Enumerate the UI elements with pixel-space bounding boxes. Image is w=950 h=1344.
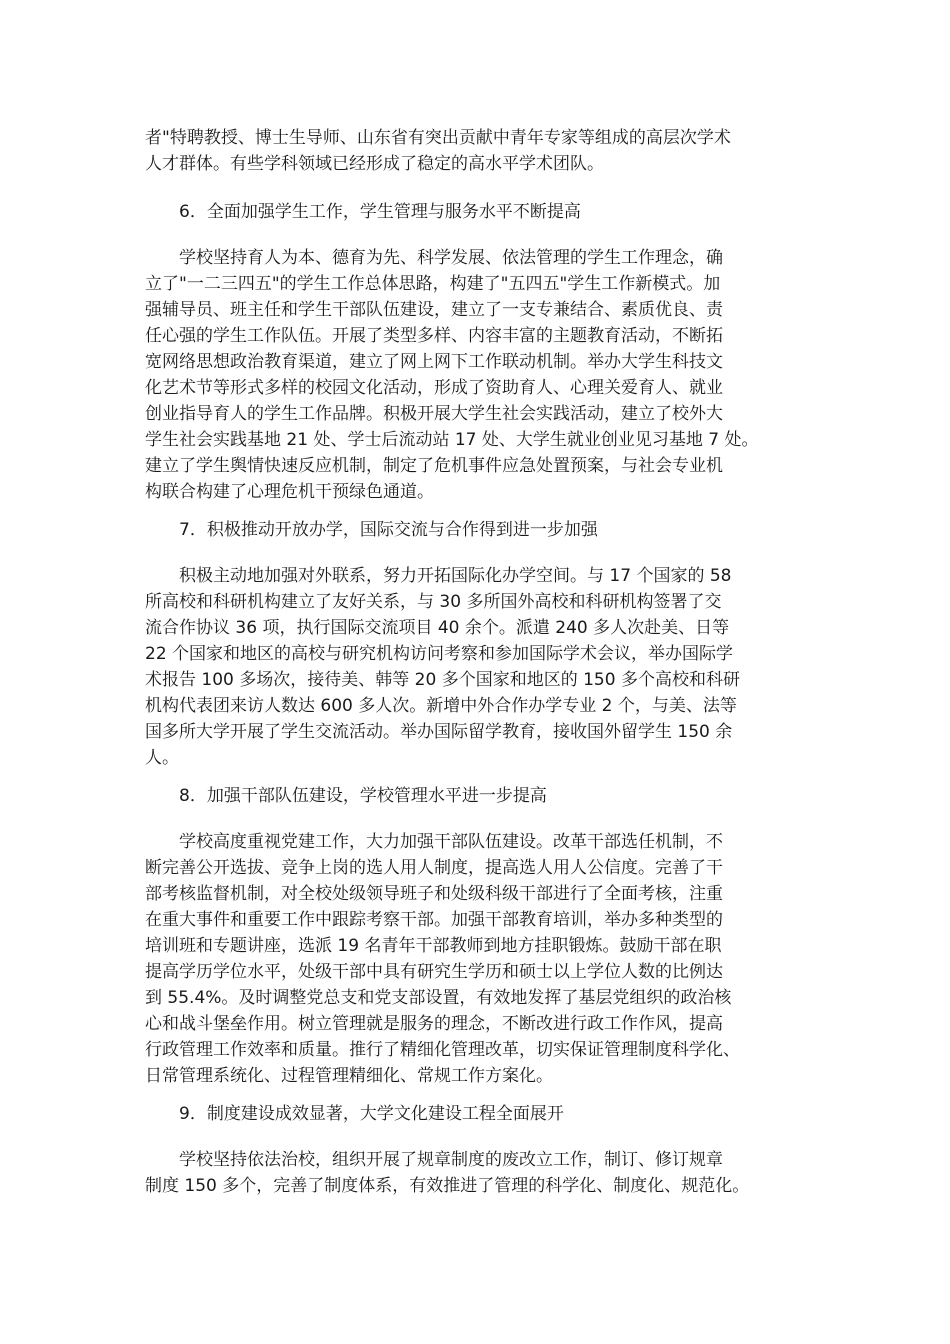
paragraph-line: 任心强的学生工作队伍。开展了类型多样、内容丰富的主题教育活动，不断拓 [145, 326, 723, 346]
paragraph-line: 制度 150 多个，完善了制度体系，有效推进了管理的科学化、制度化、规范化。 [145, 1176, 750, 1196]
paragraph-line: 行政管理工作效率和质量。推行了精细化管理改革，切实保证管理制度科学化、 [145, 1040, 740, 1060]
paragraph-line: 国多所大学开展了学生交流活动。举办国际留学教育，接收国外留学生 150 余 [145, 722, 733, 742]
paragraph-line: 日常管理系统化、过程管理精细化、常规工作方案化。 [145, 1066, 553, 1086]
paragraph-line: 宽网络思想政治教育渠道，建立了网上网下工作联动机制。举办大学生科技文 [145, 352, 723, 372]
section-6-paragraph [145, 245, 825, 505]
paragraph-line: 学校坚持育人为本、德育为先、科学发展、依法管理的学生工作理念，确 [179, 248, 723, 268]
section-9-heading: 9．制度建设成效显著，大学文化建设工程全面展开 [179, 1104, 564, 1124]
paragraph-line: 立了"一二三四五"的学生工作总体思路，构建了"五四五"学生工作新模式。加 [145, 274, 721, 294]
paragraph-line: 构联合构建了心理危机干预绿色通道。 [145, 482, 434, 502]
paragraph-line: 建立了学生舆情快速反应机制，制定了危机事件应急处置预案，与社会专业机 [145, 456, 723, 476]
paragraph-line: 提高学历学位水平，处级干部中具有研究生学历和硕士以上学位人数的比例达 [145, 962, 723, 982]
paragraph-line: 流合作协议 36 项，执行国际交流项目 40 余个。派遣 240 多人次赴美、日等 [145, 618, 730, 638]
section-7-heading: 7．积极推动开放办学，国际交流与合作得到进一步加强 [179, 520, 598, 540]
intro-paragraph [145, 125, 825, 177]
paragraph-line: 者"特聘教授、博士生导师、山东省有突出贡献中青年专家等组成的高层次学术 [145, 128, 731, 148]
paragraph-line: 心和战斗堡垒作用。树立管理就是服务的理念，不断改进行政工作作风，提高 [145, 1014, 723, 1034]
section-9-paragraph [145, 1147, 825, 1199]
paragraph-line: 人才群体。有些学科领域已经形成了稳定的高水平学术团队。 [145, 154, 604, 174]
paragraph-line: 学校高度重视党建工作，大力加强干部队伍建设。改革干部选任机制，不 [179, 832, 723, 852]
paragraph-line: 学校坚持依法治校，组织开展了规章制度的废改立工作，制订、修订规章 [179, 1150, 723, 1170]
paragraph-line: 人。 [145, 748, 179, 768]
paragraph-line: 22 个国家和地区的高校与研究机构访问考察和参加国际学术会议，举办国际学 [145, 644, 734, 664]
paragraph-line: 断完善公开选拔、竞争上岗的选人用人制度，提高选人用人公信度。完善了干 [145, 858, 723, 878]
paragraph-line: 所高校和科研机构建立了友好关系，与 30 多所国外高校和科研机构签署了交 [145, 592, 722, 612]
section-6-heading: 6．全面加强学生工作，学生管理与服务水平不断提高 [179, 202, 581, 222]
paragraph-line: 部考核监督机制，对全校处级领导班子和处级科级干部进行了全面考核，注重 [145, 884, 723, 904]
paragraph-line: 机构代表团来访人数达 600 多人次。新增中外合作办学专业 2 个，与美、法等 [145, 696, 737, 716]
section-7-paragraph [145, 563, 825, 771]
paragraph-line: 化艺术节等形式多样的校园文化活动，形成了资助育人、心理关爱育人、就业 [145, 378, 723, 398]
paragraph-line: 强辅导员、班主任和学生干部队伍建设，建立了一支专兼结合、素质优良、责 [145, 300, 723, 320]
paragraph-line: 术报告 100 多场次，接待美、韩等 20 多个国家和地区的 150 多个高校和科研 [145, 670, 740, 690]
section-8-heading: 8．加强干部队伍建设，学校管理水平进一步提高 [179, 786, 547, 806]
paragraph-line: 到 55.4%。及时调整党总支和党支部设置，有效地发挥了基层党组织的政治核 [145, 988, 732, 1008]
paragraph-line: 培训班和专题讲座，选派 19 名青年干部教师到地方挂职锻炼。鼓励干部在职 [145, 936, 722, 956]
paragraph-line: 积极主动地加强对外联系，努力开拓国际化办学空间。与 17 个国家的 58 [179, 566, 732, 586]
paragraph-line: 在重大事件和重要工作中跟踪考察干部。加强干部教育培训，举办多种类型的 [145, 910, 723, 930]
section-8-paragraph [145, 829, 825, 1089]
paragraph-line: 学生社会实践基地 21 处、学士后流动站 17 处、大学生就业创业见习基地 7 处。 [145, 430, 759, 450]
paragraph-line: 创业指导育人的学生工作品牌。积极开展大学生社会实践活动，建立了校外大 [145, 404, 723, 424]
